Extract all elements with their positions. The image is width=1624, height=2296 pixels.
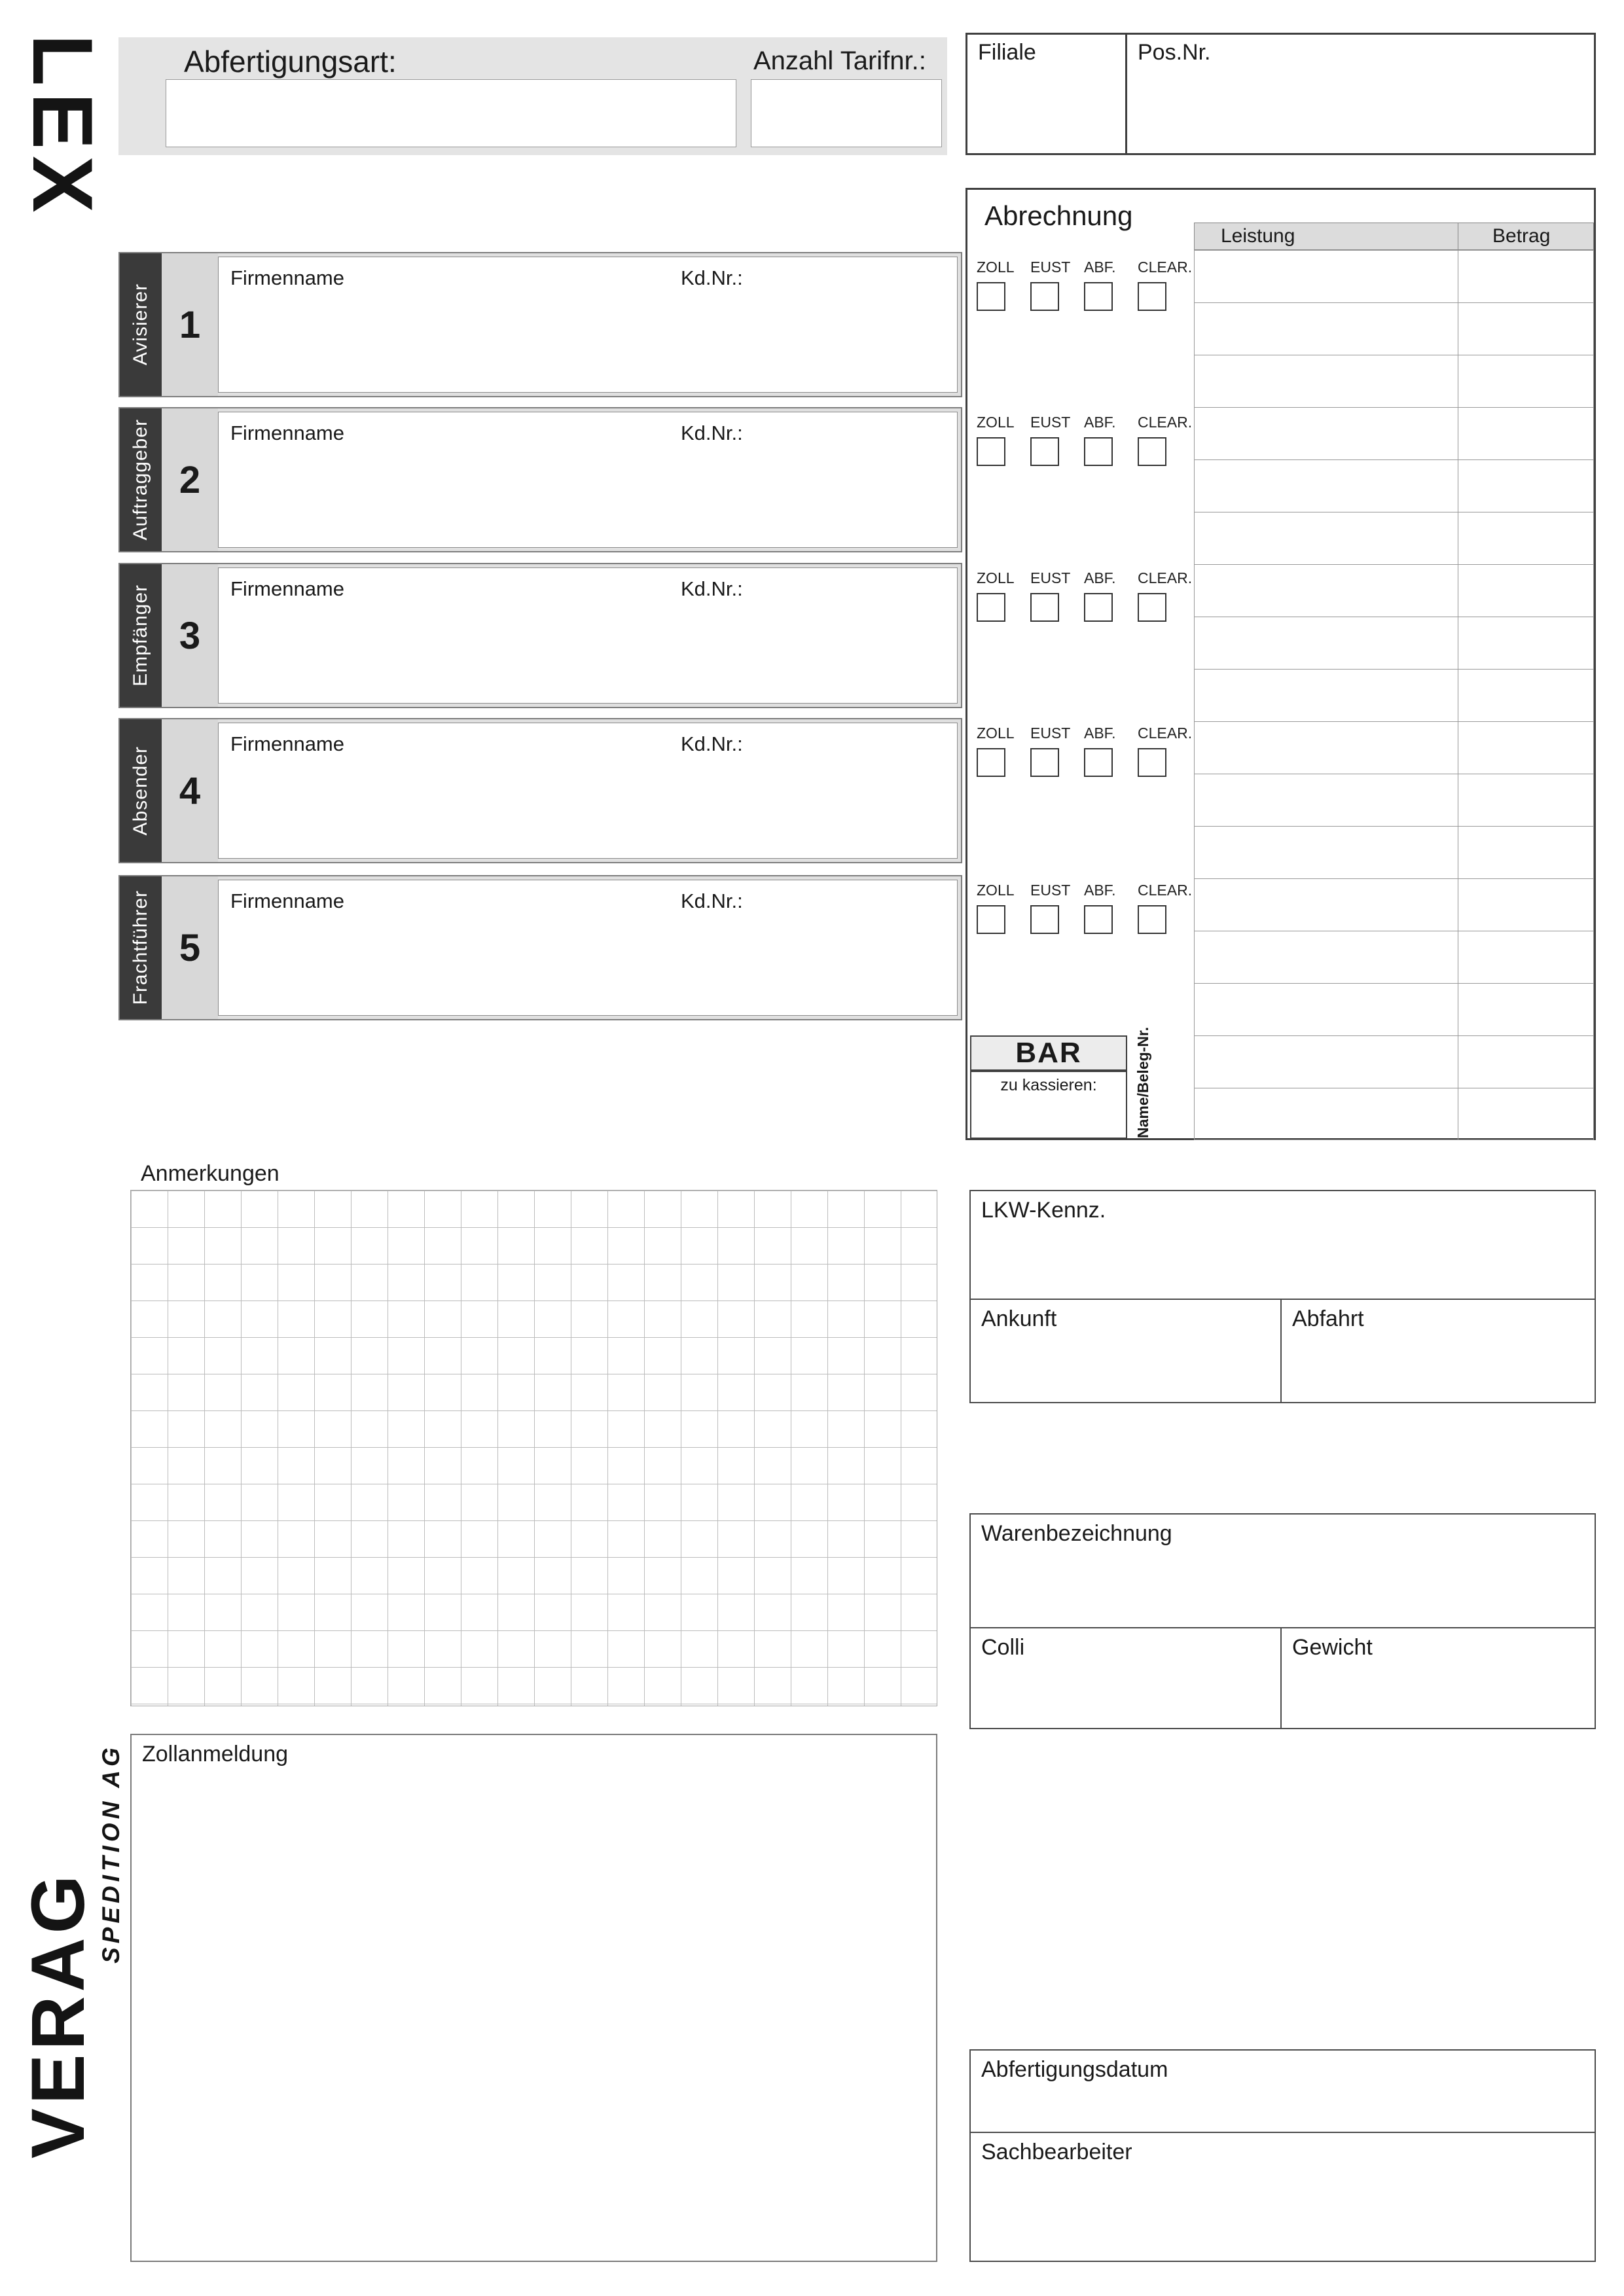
kdnr-label: Kd.Nr.: [681, 266, 743, 289]
checkbox-group-avisierer [977, 259, 1193, 332]
role-strip-auftraggeber [120, 408, 162, 551]
cb-item-eust [1030, 259, 1084, 332]
firmenname-label: Firmenname [230, 577, 344, 600]
cb-item-eust [1030, 882, 1084, 955]
abfertigungsart-field[interactable] [166, 79, 736, 147]
lkw-box [969, 1190, 1596, 1403]
role-label-avisierer: Avisierer [130, 283, 151, 366]
party-row-empfaenger [118, 563, 962, 708]
cb-item-eust [1030, 725, 1084, 798]
anmerkungen-label: Anmerkungen [141, 1161, 280, 1186]
eust-checkbox[interactable] [1030, 905, 1059, 934]
lkw-kennz-label: LKW-Kennz. [981, 1198, 1106, 1223]
name-beleg-label: Name/Beleg-Nr. [1134, 1026, 1151, 1138]
abrechnung-table-header [1194, 223, 1594, 250]
cb-item-zoll [977, 882, 1030, 955]
role-strip-avisierer [120, 253, 162, 396]
filiale-label: Filiale [978, 40, 1036, 65]
role-label-empfaenger: Empfänger [130, 584, 151, 687]
party-number-4: 4 [162, 719, 218, 862]
cb-item-eust [1030, 569, 1084, 643]
zoll-label: ZOLL [977, 725, 1015, 742]
kdnr-label: Kd.Nr.: [681, 422, 743, 444]
party-field-avisierer[interactable] [218, 257, 958, 393]
abfertigungsdatum-field[interactable] [971, 2051, 1595, 2133]
abf-checkbox[interactable] [1084, 437, 1113, 466]
zoll-checkbox[interactable] [977, 748, 1005, 777]
filiale-posnr-box [965, 33, 1596, 155]
abf-checkbox[interactable] [1084, 593, 1113, 622]
party-field-absender[interactable] [218, 723, 958, 859]
party-field-frachtfuehrer[interactable] [218, 880, 958, 1016]
zoll-checkbox[interactable] [977, 282, 1005, 311]
role-strip-absender [120, 719, 162, 862]
party-row-auftraggeber [118, 407, 962, 552]
abf-label: ABF. [1084, 569, 1116, 586]
abf-label: ABF. [1084, 259, 1116, 276]
checkbox-group-auftraggeber [977, 414, 1193, 487]
abf-checkbox[interactable] [1084, 748, 1113, 777]
posnr-field[interactable] [1127, 35, 1594, 153]
eust-checkbox[interactable] [1030, 748, 1059, 777]
abrechnung-table[interactable] [1194, 250, 1594, 1140]
party-row-avisierer [118, 252, 962, 397]
clear-label: CLEAR. [1138, 259, 1193, 276]
zoll-label: ZOLL [977, 414, 1015, 431]
ankunft-label: Ankunft [981, 1306, 1057, 1331]
gewicht-field[interactable] [1282, 1628, 1595, 1728]
anmerkungen-grid-field[interactable] [130, 1190, 937, 1706]
header-bar [118, 37, 947, 155]
cb-item-abf [1084, 569, 1138, 643]
kdnr-label: Kd.Nr.: [681, 732, 743, 755]
sachbearbeiter-field[interactable] [971, 2133, 1595, 2261]
cb-item-zoll [977, 725, 1030, 798]
party-number-1: 1 [162, 253, 218, 396]
clear-checkbox[interactable] [1138, 282, 1166, 311]
cb-item-zoll [977, 569, 1030, 643]
filiale-field[interactable] [967, 35, 1127, 153]
betrag-column-header: Betrag [1492, 225, 1551, 247]
abfahrt-field[interactable] [1282, 1300, 1595, 1402]
abf-label: ABF. [1084, 414, 1116, 431]
cb-item-clear [1138, 569, 1191, 643]
clear-checkbox[interactable] [1138, 748, 1166, 777]
firmenname-label: Firmenname [230, 422, 344, 444]
clear-label: CLEAR. [1138, 569, 1193, 586]
checkbox-group-empfaenger [977, 569, 1193, 643]
zoll-checkbox[interactable] [977, 593, 1005, 622]
cb-item-clear [1138, 259, 1191, 332]
eust-label: EUST [1030, 882, 1071, 899]
role-strip-frachtfuehrer [120, 876, 162, 1019]
clear-label: CLEAR. [1138, 882, 1193, 899]
zoll-checkbox[interactable] [977, 905, 1005, 934]
posnr-label: Pos.Nr. [1138, 40, 1211, 65]
gewicht-label: Gewicht [1292, 1635, 1373, 1660]
eust-checkbox[interactable] [1030, 437, 1059, 466]
eust-label: EUST [1030, 259, 1071, 276]
cb-item-abf [1084, 725, 1138, 798]
zu-kassieren-field[interactable] [970, 1071, 1127, 1139]
warenbezeichnung-label: Warenbezeichnung [981, 1521, 1172, 1546]
checkbox-group-absender [977, 725, 1193, 798]
cb-item-abf [1084, 414, 1138, 487]
cb-item-clear [1138, 414, 1191, 487]
colli-label: Colli [981, 1635, 1025, 1660]
checkbox-group-frachtfuehrer [977, 882, 1193, 955]
ankunft-field[interactable] [971, 1300, 1282, 1402]
zoll-checkbox[interactable] [977, 437, 1005, 466]
eust-checkbox[interactable] [1030, 282, 1059, 311]
firmenname-label: Firmenname [230, 266, 344, 289]
cb-item-clear [1138, 882, 1191, 955]
abfahrt-label: Abfahrt [1292, 1306, 1364, 1331]
zoll-label: ZOLL [977, 882, 1015, 899]
zollanmeldung-label: Zollanmeldung [142, 1742, 289, 1767]
cb-item-clear [1138, 725, 1191, 798]
eust-label: EUST [1030, 569, 1071, 586]
cb-item-abf [1084, 259, 1138, 332]
leistung-column-header: Leistung [1221, 225, 1295, 247]
cb-item-abf [1084, 882, 1138, 955]
bar-header: BAR [970, 1035, 1127, 1071]
firmenname-label: Firmenname [230, 889, 344, 912]
eust-label: EUST [1030, 725, 1071, 742]
party-row-absender [118, 718, 962, 863]
abf-checkbox[interactable] [1084, 905, 1113, 934]
role-label-frachtfuehrer: Frachtführer [130, 890, 151, 1005]
zu-kassieren-label: zu kassieren: [1000, 1076, 1097, 1094]
role-label-auftraggeber: Auftraggeber [130, 419, 151, 541]
clear-checkbox[interactable] [1138, 593, 1166, 622]
abrechnung-title: Abrechnung [984, 200, 1133, 231]
anzahl-tarifnr-label: Anzahl Tarifnr.: [753, 46, 926, 75]
clear-label: CLEAR. [1138, 725, 1193, 742]
party-number-2: 2 [162, 408, 218, 551]
eust-label: EUST [1030, 414, 1071, 431]
abfertigungsdatum-label: Abfertigungsdatum [981, 2057, 1168, 2082]
lex-logo: LEX [15, 34, 111, 219]
abf-checkbox[interactable] [1084, 282, 1113, 311]
party-field-auftraggeber[interactable] [218, 412, 958, 548]
party-field-empfaenger[interactable] [218, 567, 958, 704]
warenbezeichnung-field[interactable] [971, 1515, 1595, 1628]
clear-checkbox[interactable] [1138, 437, 1166, 466]
clear-checkbox[interactable] [1138, 905, 1166, 934]
abfertigungsart-label: Abfertigungsart: [184, 45, 397, 79]
cb-item-eust [1030, 414, 1084, 487]
lkw-kennz-field[interactable] [971, 1191, 1595, 1300]
zollanmeldung-field[interactable] [130, 1734, 937, 2262]
kdnr-label: Kd.Nr.: [681, 577, 743, 600]
kdnr-label: Kd.Nr.: [681, 889, 743, 912]
role-label-absender: Absender [130, 745, 151, 836]
cb-item-zoll [977, 414, 1030, 487]
party-number-3: 3 [162, 564, 218, 707]
abf-label: ABF. [1084, 725, 1116, 742]
warenbezeichnung-box [969, 1513, 1596, 1729]
zoll-label: ZOLL [977, 259, 1015, 276]
cb-item-zoll [977, 259, 1030, 332]
firmenname-label: Firmenname [230, 732, 344, 755]
colli-field[interactable] [971, 1628, 1282, 1728]
eust-checkbox[interactable] [1030, 593, 1059, 622]
abf-label: ABF. [1084, 882, 1116, 899]
party-row-frachtfuehrer [118, 875, 962, 1020]
clear-label: CLEAR. [1138, 414, 1193, 431]
party-number-5: 5 [162, 876, 218, 1019]
role-strip-empfaenger [120, 564, 162, 707]
sachbearbeiter-label: Sachbearbeiter [981, 2140, 1132, 2164]
anzahl-tarifnr-field[interactable] [751, 79, 942, 147]
verag-logo: VERAG [16, 1871, 100, 2159]
spedition-ag-logo: SPEDITION AG [98, 1744, 124, 1964]
zoll-label: ZOLL [977, 569, 1015, 586]
abfertigungsdatum-box [969, 2049, 1596, 2262]
